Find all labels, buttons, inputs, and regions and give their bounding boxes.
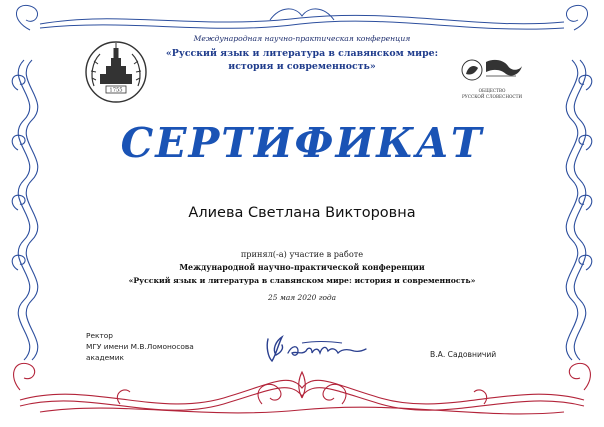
left-ornament (12, 60, 38, 360)
society-label (450, 88, 534, 99)
event-name-line2: «Русский язык и литература в славянском мире: история и современность» (128, 276, 476, 285)
participation-text: принял(-а) участие в работе (240, 249, 364, 259)
signatory-line3: академик (86, 353, 125, 363)
emblem-year: 1755 (109, 87, 123, 94)
bottom-ornament (14, 363, 591, 414)
conference-title-line1: «Русский язык и литература в славянском мире: (165, 48, 439, 59)
top-ornament (16, 5, 587, 30)
signatory-title (86, 330, 266, 364)
msu-emblem-icon (84, 40, 148, 104)
signatory-line1: Ректор (86, 331, 113, 340)
signatory-name: В.А. Садовничий (430, 350, 497, 359)
society-line2: РУССКОЙ СЛОВЕСНОСТИ (461, 93, 523, 99)
signature-icon (262, 333, 372, 365)
conference-type: Международная научно-практическая конференция (193, 34, 411, 43)
right-ornament (566, 60, 592, 360)
signatory-line2: МГУ имени М.В.Ломоносова (86, 342, 194, 352)
society-line1: ОБЩЕСТВО (478, 88, 506, 93)
recipient-name: Алиева Светлана Викторовна (188, 205, 416, 221)
conference-title (150, 48, 454, 73)
certificate-title: СЕРТИФИКАТ (120, 119, 484, 167)
event-name-line1: Международной научно-практической конференции (179, 263, 425, 272)
event-date: 25 мая 2020 года (268, 293, 336, 302)
society-logo-icon (460, 56, 524, 86)
conference-title-line2: история и современность» (228, 60, 376, 72)
